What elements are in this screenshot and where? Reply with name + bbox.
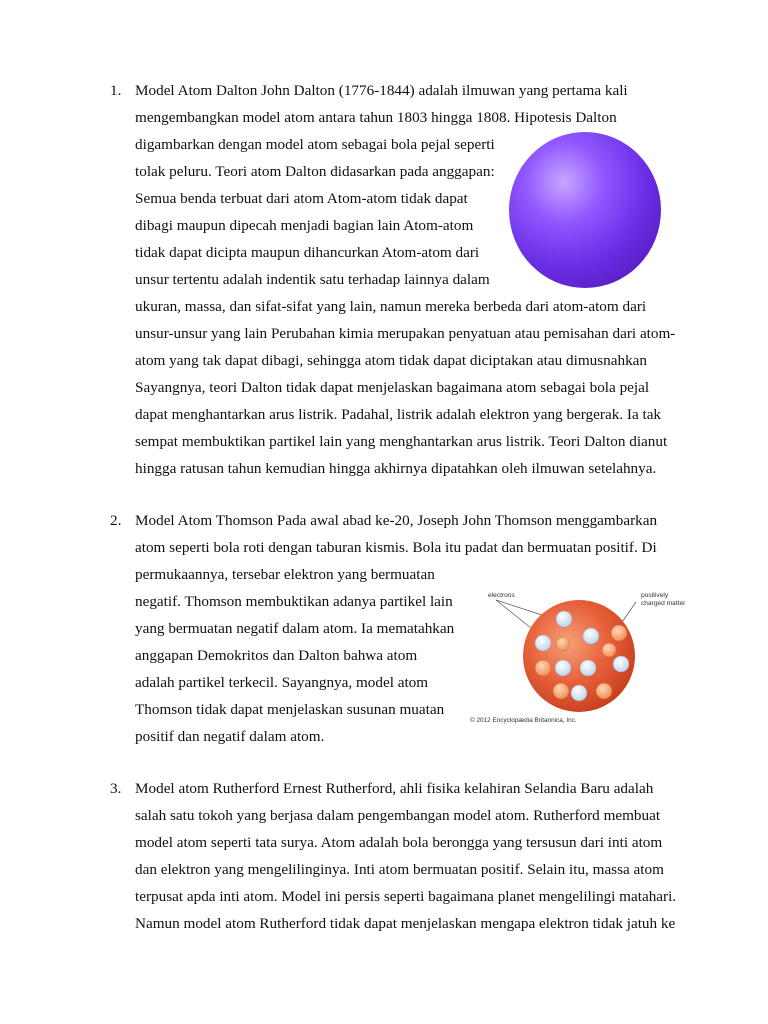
paragraph-line: Model atom Rutherford Ernest Rutherford, ahli fisika kelahiran Selandia Baru adalah bbox=[135, 780, 654, 797]
electron bbox=[583, 628, 599, 644]
paragraph-line: dibagi maupun dipecah menjadi bagian lain Atom-atom bbox=[135, 217, 474, 234]
paragraph-line: sempat membuktikan partikel lain yang menghantarkan arus listrik. Teori Dalton dianut bbox=[135, 433, 668, 450]
paragraph-line: anggapan Demokritos dan Dalton bahwa atom bbox=[135, 647, 418, 664]
paragraph-line: unsur tertentu adalah indentik satu terhadap lainnya dalam bbox=[135, 271, 490, 288]
paragraph-line: yang bermuatan negatif dalam atom. Ia mematahkan bbox=[135, 620, 455, 637]
item-2-number: 2. bbox=[110, 512, 122, 529]
figure-credit: © 2012 Encyclopædia Britannica, Inc. bbox=[470, 717, 577, 724]
paragraph-line: positif dan negatif dalam atom. bbox=[135, 728, 325, 745]
paragraph-line: Model Atom Thomson Pada awal abad ke-20, Joseph John Thomson menggambarkan bbox=[135, 512, 658, 529]
paragraph-line: digambarkan dengan model atom sebagai bola pejal seperti bbox=[135, 136, 495, 153]
paragraph-line: model atom seperti tata surya. Atom adalah bola berongga yang tersusun dari inti atom bbox=[135, 834, 663, 851]
label-electrons: electrons bbox=[488, 592, 515, 599]
electron bbox=[580, 660, 596, 676]
paragraph-line: dan elektron yang mengelilinginya. Inti atom bermuatan positif. Selain itu, massa atom bbox=[135, 861, 664, 878]
paragraph-line: Semua benda terbuat dari atom Atom-atom tidak dapat bbox=[135, 190, 468, 207]
thomson-diagram bbox=[466, 588, 696, 728]
positive-particle bbox=[602, 643, 616, 657]
paragraph-line: salah satu tokoh yang berjasa dalam pengembangan model atom. Rutherford membuat bbox=[135, 807, 661, 824]
label-charged-matter: charged matter bbox=[641, 600, 686, 607]
paragraph-line: Namun model atom Rutherford tidak dapat menjelaskan mengapa elektron tidak jatuh ke bbox=[135, 915, 676, 932]
positive-particle bbox=[611, 625, 627, 641]
paragraph-line: negatif. Thomson membuktikan adanya partikel lain bbox=[135, 593, 453, 610]
electron bbox=[535, 635, 551, 651]
electron bbox=[555, 660, 571, 676]
positive-particle bbox=[535, 660, 551, 676]
item-3-number: 3. bbox=[110, 780, 122, 797]
paragraph-line: mengembangkan model atom antara tahun 1803 hingga 1808. Hipotesis Dalton bbox=[135, 109, 617, 126]
paragraph-line: tolak peluru. Teori atom Dalton didasarkan pada anggapan: bbox=[135, 163, 495, 180]
dalton-sphere-figure bbox=[508, 131, 662, 289]
paragraph-line: Sayangnya, teori Dalton tidak dapat menjelaskan bagaimana atom sebagai bola pejal bbox=[135, 379, 650, 396]
paragraph-line: tidak dapat dicipta maupun dihancurkan Atom-atom dari bbox=[135, 244, 480, 261]
leader-line bbox=[496, 600, 536, 632]
paragraph-line: Model Atom Dalton John Dalton (1776-1844) adalah ilmuwan yang pertama kali bbox=[135, 82, 628, 99]
positive-particle bbox=[553, 683, 569, 699]
paragraph-line: adalah partikel terkecil. Sayangnya, model atom bbox=[135, 674, 429, 691]
dalton-sphere bbox=[509, 132, 661, 288]
paragraph-line: atom seperti bola roti dengan taburan kismis. Bola itu padat dan bermuatan positif. Di bbox=[135, 539, 657, 556]
paragraph-line: hingga ratusan tahun kemudian hingga akhirnya dipatahkan oleh ilmuwan setelahnya. bbox=[135, 460, 657, 477]
item-1-number: 1. bbox=[110, 82, 122, 99]
thomson-figure bbox=[466, 588, 696, 728]
paragraph-line: unsur-unsur yang lain Perubahan kimia merupakan penyatuan atau pemisahan dari atom- bbox=[135, 325, 676, 342]
paragraph-line: permukaannya, tersebar elektron yang bermuatan bbox=[135, 566, 435, 583]
paragraph-line: terpusat apda inti atom. Model ini persis seperti bagaimana planet mengelilingi matahari. bbox=[135, 888, 677, 905]
positive-particle bbox=[596, 683, 612, 699]
paragraph-line: Thomson tidak dapat menjelaskan susunan muatan bbox=[135, 701, 445, 718]
electron bbox=[556, 611, 572, 627]
label-positively: positively bbox=[641, 592, 669, 599]
electron bbox=[613, 656, 629, 672]
paragraph-line: atom yang tak dapat dibagi, sehingga atom tidak dapat diciptakan atau dimusnahkan bbox=[135, 352, 648, 369]
electron bbox=[571, 685, 587, 701]
positive-particle bbox=[556, 637, 570, 651]
paragraph-line: dapat menghantarkan arus listrik. Padahal, listrik adalah elektron yang bergerak. Ia tak bbox=[135, 406, 662, 423]
paragraph-line: ukuran, massa, dan sifat-sifat yang lain, namun mereka berbeda dari atom-atom dari bbox=[135, 298, 647, 315]
